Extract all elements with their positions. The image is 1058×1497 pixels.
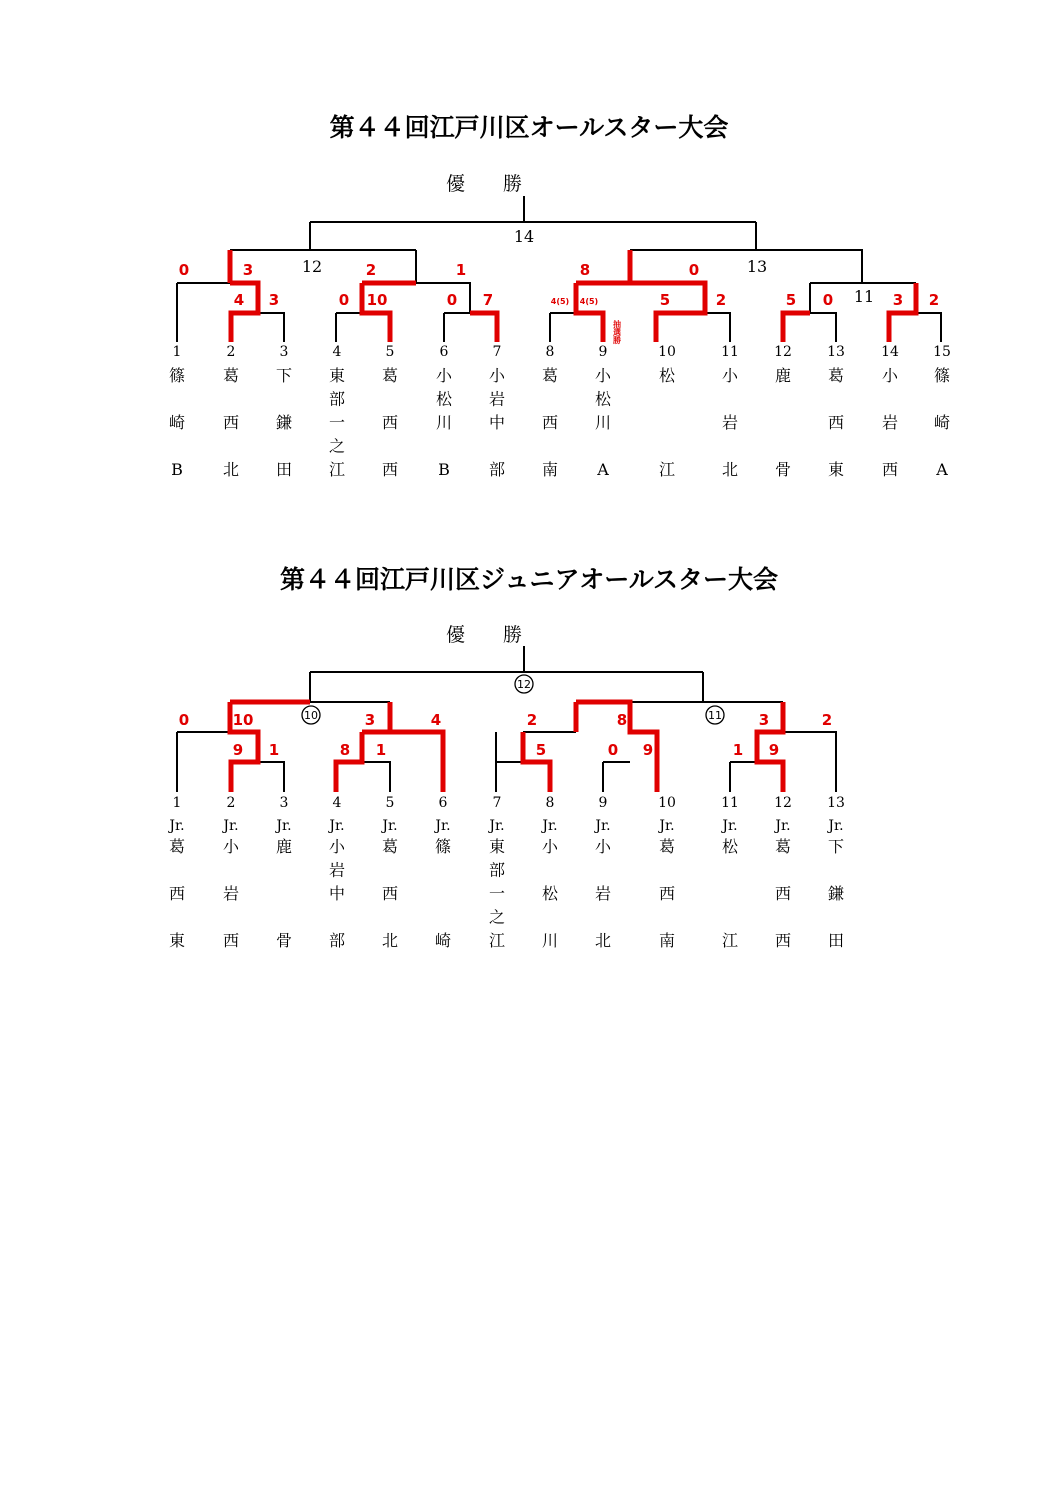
team-name-char: 西 bbox=[658, 884, 676, 903]
team-seed-number: 9 bbox=[598, 344, 608, 360]
team-name-char: 田 bbox=[827, 931, 845, 950]
team-name-char: 鹿 bbox=[275, 837, 293, 856]
team-name-char: 東 bbox=[328, 366, 346, 385]
allstar-title: 第４４回江戸川区オールスター大会 bbox=[329, 113, 729, 142]
team-name-char: 葛 bbox=[658, 837, 676, 856]
team-name-char: 西 bbox=[381, 884, 399, 903]
team-seed-number: 1 bbox=[172, 795, 182, 811]
team-name-char: 川 bbox=[435, 413, 453, 432]
team-name-char: A bbox=[936, 460, 948, 479]
team-name-char: 東 bbox=[827, 460, 845, 479]
team-seed-number: 4 bbox=[332, 344, 342, 360]
team-name-char: 江 bbox=[328, 460, 346, 479]
team-name-char: 小 bbox=[328, 837, 346, 856]
team-name-char: 岩 bbox=[594, 884, 612, 903]
team-seed-number: 6 bbox=[439, 344, 449, 360]
team-name-char: 崎 bbox=[933, 413, 951, 432]
team-seed-number: 10 bbox=[658, 795, 676, 811]
team-name-char: 岩 bbox=[222, 884, 240, 903]
team-seed-number: 15 bbox=[933, 344, 951, 360]
team-name-char: 江 bbox=[488, 931, 506, 950]
allstar-team-list bbox=[169, 344, 951, 479]
score: 2 bbox=[526, 711, 538, 729]
allstar-champion-label: 優 勝 bbox=[445, 173, 523, 195]
team-prefix: Jr. bbox=[435, 818, 451, 834]
score: 0 bbox=[178, 711, 190, 729]
allstar-bracket-lines bbox=[177, 196, 941, 342]
team-seed-number: 12 bbox=[774, 795, 792, 811]
team-seed-number: 5 bbox=[385, 344, 395, 360]
team-name-char: 西 bbox=[827, 413, 845, 432]
team-name-char: 小 bbox=[881, 366, 899, 385]
team-name-char: 西 bbox=[222, 931, 240, 950]
team-name-char: 田 bbox=[275, 460, 293, 479]
score: 8 bbox=[579, 261, 591, 279]
team-prefix: Jr. bbox=[722, 818, 738, 834]
team-seed-number: 8 bbox=[545, 795, 555, 811]
team-name-char: 西 bbox=[381, 460, 399, 479]
allstar-game-number: 11 bbox=[853, 287, 875, 306]
team-name-char: 西 bbox=[381, 413, 399, 432]
score: 7 bbox=[482, 291, 494, 309]
team-name-char: 松 bbox=[541, 884, 559, 903]
team-seed-number: 4 bbox=[332, 795, 342, 811]
score: 3 bbox=[892, 291, 904, 309]
score: 3 bbox=[758, 711, 770, 729]
team-seed-number: 13 bbox=[827, 795, 845, 811]
team-name-char: 下 bbox=[827, 837, 845, 856]
team-name-char: B bbox=[438, 460, 450, 479]
junior-game-number: 11 bbox=[708, 709, 722, 722]
score: 0 bbox=[178, 261, 190, 279]
team-name-char: 西 bbox=[222, 413, 240, 432]
team-name-char: 部 bbox=[488, 460, 506, 479]
score: 3 bbox=[242, 261, 254, 279]
team-seed-number: 1 bbox=[172, 344, 182, 360]
team-prefix: Jr. bbox=[382, 818, 398, 834]
junior-game-number: 10 bbox=[304, 709, 318, 722]
team-name-char: 北 bbox=[594, 931, 612, 950]
team-name-char: 小 bbox=[541, 837, 559, 856]
team-prefix: Jr. bbox=[828, 818, 844, 834]
team-seed-number: 3 bbox=[279, 344, 289, 360]
team-name-char: 部 bbox=[488, 860, 506, 880]
team-seed-number: 2 bbox=[226, 344, 236, 360]
team-prefix: Jr. bbox=[489, 818, 505, 834]
team-name-char: 小 bbox=[594, 366, 612, 385]
score: 10 bbox=[366, 291, 388, 309]
team-seed-number: 7 bbox=[492, 795, 502, 811]
team-name-char: 葛 bbox=[827, 366, 845, 385]
score: 2 bbox=[928, 291, 940, 309]
team-prefix: Jr. bbox=[169, 818, 185, 834]
score: 3 bbox=[268, 291, 280, 309]
team-seed-number: 2 bbox=[226, 795, 236, 811]
team-name-char: A bbox=[597, 460, 609, 479]
team-seed-number: 10 bbox=[658, 344, 676, 360]
team-prefix: Jr. bbox=[542, 818, 558, 834]
team-name-char: 西 bbox=[774, 931, 792, 950]
team-name-char: 葛 bbox=[774, 837, 792, 856]
team-name-char: 東 bbox=[168, 931, 186, 950]
team-name-char: 岩 bbox=[881, 413, 899, 432]
team-prefix: Jr. bbox=[223, 818, 239, 834]
score: 0 bbox=[338, 291, 350, 309]
team-name-char: 之 bbox=[488, 907, 506, 927]
score: 5 bbox=[659, 291, 671, 309]
allstar-game-number: 14 bbox=[513, 227, 535, 246]
team-name-char: 小 bbox=[721, 366, 739, 385]
team-name-char: 南 bbox=[541, 460, 559, 479]
team-name-char: 鎌 bbox=[827, 884, 845, 903]
team-seed-number: 5 bbox=[385, 795, 395, 811]
team-name-char: 北 bbox=[381, 931, 399, 950]
team-name-char: 江 bbox=[721, 931, 739, 950]
team-seed-number: 7 bbox=[492, 344, 502, 360]
team-name-char: 一 bbox=[488, 884, 506, 903]
team-seed-number: 12 bbox=[774, 344, 792, 360]
team-prefix: Jr. bbox=[659, 818, 675, 834]
team-seed-number: 6 bbox=[438, 795, 448, 811]
score: 4 bbox=[430, 711, 442, 729]
team-seed-number: 8 bbox=[545, 344, 555, 360]
team-seed-number: 3 bbox=[279, 795, 289, 811]
team-name-char: 松 bbox=[435, 389, 453, 409]
team-name-char: 篠 bbox=[933, 366, 951, 385]
junior-champion-label: 優 勝 bbox=[445, 624, 523, 646]
team-name-char: 岩 bbox=[721, 413, 739, 432]
team-name-char: 崎 bbox=[434, 931, 452, 950]
score: 0 bbox=[607, 741, 619, 759]
team-name-char: 小 bbox=[222, 837, 240, 856]
allstar-winner-lines bbox=[230, 250, 916, 342]
team-name-char: 江 bbox=[658, 460, 676, 479]
team-name-char: 西 bbox=[168, 884, 186, 903]
score: 8 bbox=[616, 711, 628, 729]
team-name-char: 葛 bbox=[381, 837, 399, 856]
score: 2 bbox=[715, 291, 727, 309]
team-name-char: 篠 bbox=[434, 837, 452, 856]
score: 8 bbox=[339, 741, 351, 759]
team-name-char: 鎌 bbox=[275, 413, 293, 432]
team-name-char: 葛 bbox=[168, 837, 186, 856]
team-name-char: 葛 bbox=[381, 366, 399, 385]
team-name-char: 小 bbox=[488, 366, 506, 385]
score: 2 bbox=[821, 711, 833, 729]
score: 5 bbox=[535, 741, 547, 759]
junior-scores bbox=[179, 711, 832, 759]
score: 3 bbox=[364, 711, 376, 729]
score: 1 bbox=[375, 741, 387, 759]
team-seed-number: 13 bbox=[827, 344, 845, 360]
team-name-char: 鹿 bbox=[774, 366, 792, 385]
team-name-char: 部 bbox=[328, 931, 346, 950]
allstar-game-number: 13 bbox=[746, 257, 768, 276]
junior-bracket-lines bbox=[177, 646, 836, 792]
team-seed-number: 11 bbox=[721, 344, 739, 360]
team-name-char: 西 bbox=[881, 460, 899, 479]
team-name-char: 小 bbox=[594, 837, 612, 856]
score: 9 bbox=[232, 741, 244, 759]
junior-game-number: 12 bbox=[517, 678, 531, 691]
team-name-char: 西 bbox=[774, 884, 792, 903]
allstar-game-number: 12 bbox=[301, 257, 323, 276]
team-name-char: 川 bbox=[594, 413, 612, 432]
team-name-char: 部 bbox=[328, 389, 346, 409]
team-name-char: 中 bbox=[488, 413, 506, 432]
team-prefix: Jr. bbox=[276, 818, 292, 834]
team-name-char: 骨 bbox=[275, 931, 293, 950]
team-name-char: 南 bbox=[658, 931, 676, 950]
score: 0 bbox=[822, 291, 834, 309]
team-name-char: 中 bbox=[328, 884, 346, 903]
team-name-char: 骨 bbox=[774, 460, 792, 479]
team-name-char: 葛 bbox=[222, 366, 240, 385]
team-name-char: 一 bbox=[328, 413, 346, 432]
score: 1 bbox=[732, 741, 744, 759]
team-seed-number: 9 bbox=[598, 795, 608, 811]
team-seed-number: 11 bbox=[721, 795, 739, 811]
lottery-win-note: 抽選勝 bbox=[612, 320, 622, 344]
team-prefix: Jr. bbox=[595, 818, 611, 834]
score: 1 bbox=[455, 261, 467, 279]
team-prefix: Jr. bbox=[329, 818, 345, 834]
team-name-char: 葛 bbox=[541, 366, 559, 385]
team-name-char: 之 bbox=[328, 436, 346, 456]
score: 9 bbox=[768, 741, 780, 759]
team-name-char: 東 bbox=[488, 837, 506, 856]
team-name-char: 小 bbox=[435, 366, 453, 385]
score: 9 bbox=[642, 741, 654, 759]
score: 0 bbox=[688, 261, 700, 279]
team-prefix: Jr. bbox=[775, 818, 791, 834]
team-name-char: 下 bbox=[275, 366, 293, 385]
team-name-char: B bbox=[171, 460, 183, 479]
score: 1 bbox=[268, 741, 280, 759]
score-small: 4(5) bbox=[579, 297, 599, 306]
allstar-scores bbox=[179, 261, 939, 345]
team-name-char: 北 bbox=[721, 460, 739, 479]
junior-team-list bbox=[167, 795, 845, 950]
score: 2 bbox=[365, 261, 377, 279]
score: 0 bbox=[446, 291, 458, 309]
team-name-char: 川 bbox=[541, 931, 559, 950]
team-name-char: 岩 bbox=[488, 389, 506, 409]
team-name-char: 松 bbox=[594, 389, 612, 409]
team-name-char: 岩 bbox=[328, 860, 346, 880]
score: 5 bbox=[785, 291, 797, 309]
team-name-char: 西 bbox=[541, 413, 559, 432]
team-name-char: 松 bbox=[721, 837, 739, 856]
team-name-char: 松 bbox=[658, 366, 676, 385]
team-seed-number: 14 bbox=[881, 344, 899, 360]
team-name-char: 崎 bbox=[168, 413, 186, 432]
team-name-char: 北 bbox=[222, 460, 240, 479]
score: 10 bbox=[232, 711, 254, 729]
score: 4 bbox=[233, 291, 245, 309]
score-small: 4(5) bbox=[550, 297, 570, 306]
junior-title: 第４４回江戸川区ジュニアオールスター大会 bbox=[279, 565, 778, 594]
team-name-char: 篠 bbox=[168, 366, 186, 385]
